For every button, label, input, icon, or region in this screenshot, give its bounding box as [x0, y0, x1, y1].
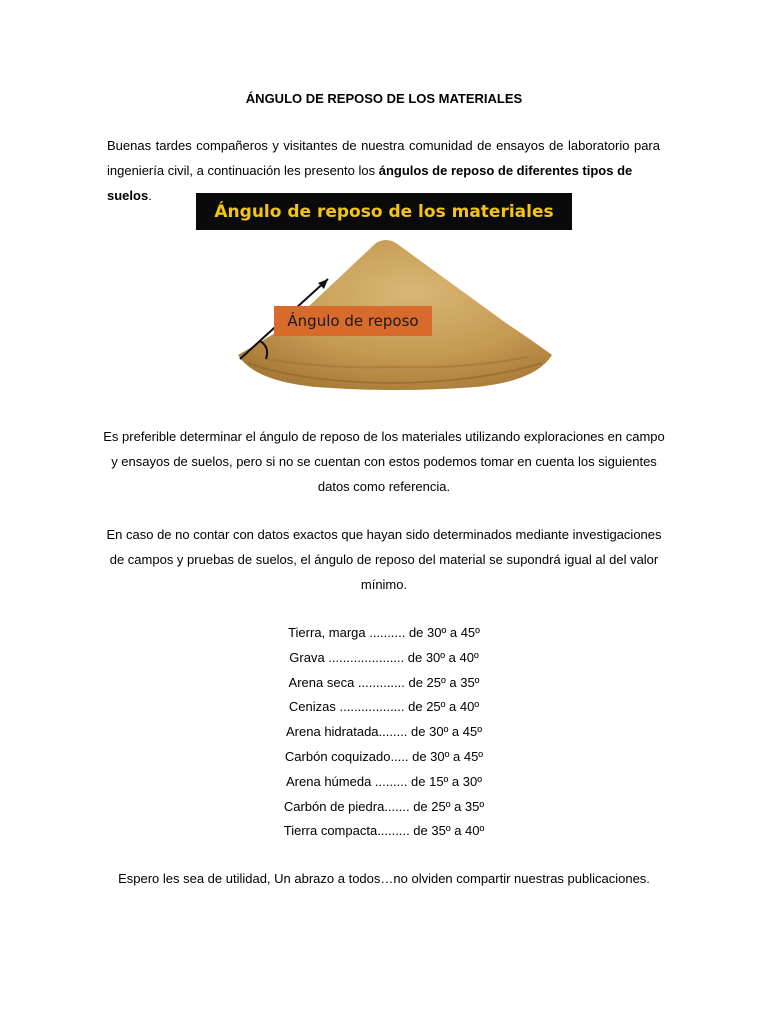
banner-title: Ángulo de reposo de los materiales — [214, 201, 554, 222]
angle-label-text: Ángulo de reposo — [287, 312, 419, 330]
intro-text: ingeniería civil, a continuación les presento los — [107, 163, 379, 178]
paragraph-field-exploration: Es preferible determinar el ángulo de reposo de los materiales utilizando exploraciones en campo y ensayos de suelos, pero si no se cuentan con estos podemos tomar en cuenta los siguientes datos como referencia. — [103, 429, 665, 494]
angle-of-repose-figure — [196, 193, 572, 393]
list-item: Carbón coquizado..... de 30º a 45º — [284, 748, 484, 764]
intro-line-1: Buenas tardes compañeros y visitantes de nuestra comunidad de ensayos de laboratorio para — [107, 138, 660, 153]
list-item: Carbón de piedra....... de 25º a 35º — [283, 798, 485, 814]
list-item: Grava ..................... de 30º a 40º — [289, 649, 479, 665]
list-item: Cenizas .................. de 25º a 40º — [288, 699, 480, 715]
document-title: ÁNGULO DE REPOSO DE LOS MATERIALES — [245, 91, 523, 106]
list-item: Tierra compacta......... de 35º a 40º — [283, 823, 485, 839]
list-item: Arena húmeda ......... de 15º a 30º — [286, 773, 482, 789]
materials-list — [0, 621, 768, 844]
angle-label — [274, 306, 432, 336]
figure-banner — [196, 193, 572, 230]
closing-message: Espero les sea de utilidad, Un abrazo a todos…no olviden compartir nuestras publicaciones. — [118, 871, 650, 886]
list-item: Arena hidratada........ de 30º a 45º — [286, 724, 482, 740]
list-item: Arena seca ............. de 25º a 35º — [288, 674, 480, 690]
list-item: Tierra, marga .......... de 30º a 45º — [288, 625, 480, 640]
intro-bold-text: ángulos de reposo de diferentes tipos de suelos — [107, 163, 633, 203]
paragraph-minimum-value: En caso de no contar con datos exactos que hayan sido determinados mediante investigaciones de campos y pruebas de suelos, el ángulo de reposo del material se supondrá igual al del valor mínimo. — [106, 527, 662, 592]
intro-period: . — [148, 188, 152, 203]
